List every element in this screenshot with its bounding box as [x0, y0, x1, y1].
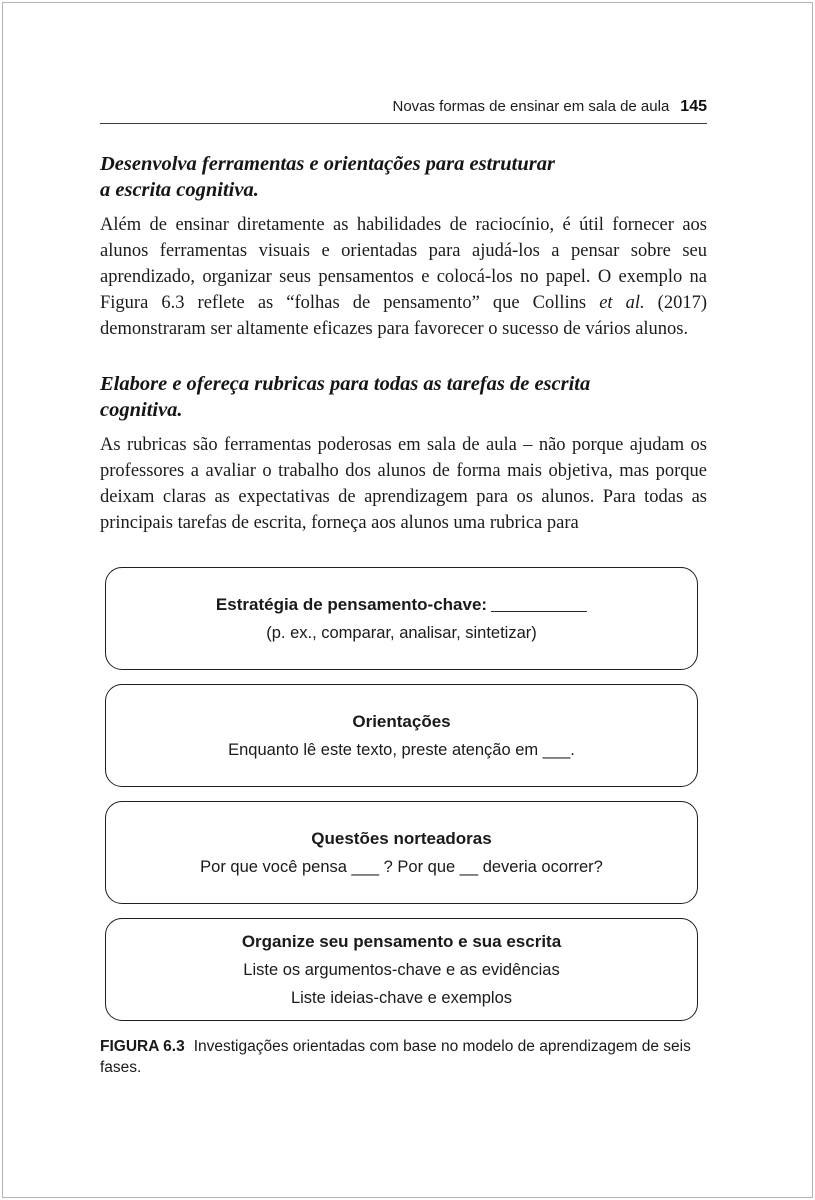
running-header	[100, 98, 707, 124]
paragraph-1-italic-citation: et al.	[599, 293, 645, 313]
figure-caption	[100, 1036, 707, 1078]
figure-box-orientations	[105, 684, 698, 787]
figure-box-key-strategy	[105, 567, 698, 670]
section-heading-2-line-2: cognitiva.	[100, 399, 183, 421]
section-heading-1	[100, 151, 707, 203]
section-heading-2-line-1: Elabore e ofereça rubricas para todas as tarefas de escrita	[100, 373, 591, 395]
figure-box-2-body: Enquanto lê este texto, preste atenção em ___.	[228, 740, 575, 759]
figure-6-3	[100, 567, 707, 1078]
figure-box-2-title: Orientações	[352, 711, 451, 731]
page-number: 145	[680, 98, 707, 115]
fill-in-blank-line	[491, 597, 587, 612]
figure-caption-text: Investigações orientadas com base no modelo de aprendizagem de seis fases.	[100, 1038, 691, 1076]
paragraph-1	[100, 212, 707, 342]
section-heading-1-line-2: a escrita cognitiva.	[100, 179, 259, 201]
figure-box-3-title: Questões norteadoras	[311, 828, 492, 848]
figure-box-4-body-line-2: Liste ideias-chave e exemplos	[290, 988, 513, 1007]
paragraph-1-text: Além de ensinar diretamente as habilidades de raciocínio, é útil fornecer aos alunos ferramentas visuais e orientadas para ajudá-los a pensar sobre seu aprendizado, organizar seus pensamentos e colocá-los no papel. O exemplo na Figura 6.3 reflete as “folhas de pensamento” que Collins	[100, 215, 707, 313]
figure-box-4-title: Organize seu pensamento e sua escrita	[241, 931, 562, 951]
figure-box-1-subtitle: (p. ex., comparar, analisar, sintetizar)	[266, 623, 537, 642]
figure-box-4-body-line-1: Liste os argumentos-chave e as evidências	[243, 960, 560, 979]
section-heading-2	[100, 371, 707, 423]
paragraph-2: As rubricas são ferramentas poderosas em sala de aula – não porque ajudam os professores a avaliar o trabalho dos alunos de forma mais objetiva, mas porque deixam claras as expectativas de aprendizagem para os alunos. Para todas as principais tarefas de escrita, forneça aos alunos uma rubrica para	[100, 435, 707, 533]
figure-box-organize-writing	[105, 918, 698, 1021]
figure-box-guiding-questions	[105, 801, 698, 904]
running-head-title: Novas formas de ensinar em sala de aula	[392, 98, 670, 115]
page-content	[100, 0, 707, 1078]
paragraph-1-text-end: (2017) demonstraram ser altamente eficazes para favorecer o sucesso de vários alunos.	[100, 293, 707, 339]
figure-box-3-body: Por que você pensa ___ ? Por que __ deveria ocorrer?	[200, 857, 603, 876]
figure-box-1-title-row	[216, 595, 587, 615]
section-heading-1-line-1: Desenvolva ferramentas e orientações para estruturar	[100, 153, 555, 175]
figure-box-1-title: Estratégia de pensamento-chave:	[215, 594, 488, 614]
figure-caption-label: FIGURA 6.3	[100, 1038, 185, 1055]
